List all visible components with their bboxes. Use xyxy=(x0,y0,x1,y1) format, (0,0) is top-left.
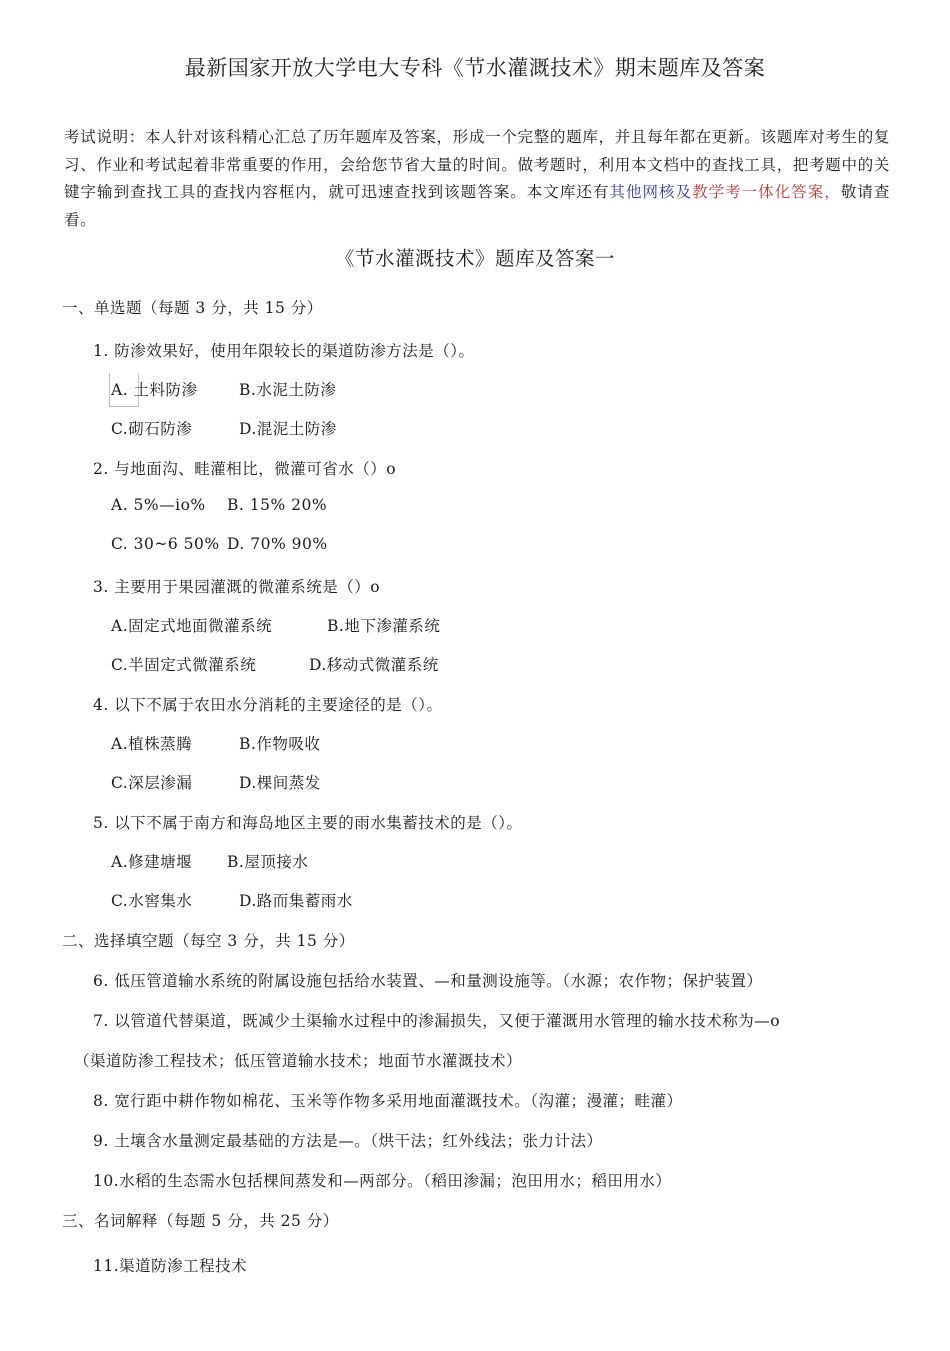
instructions-text: 考试说明：本人针对该科精心汇总了历年题库及答案，形成一个完整的题库，并且每年都在更新。该题库对考生的复习、作业和考试起着非常重要的作用，会给您节省大量的时间。做考题时，利用本文档中的查找工具，把考题中的关键字输到查找工具的查找内容框内，就可迅速查找到该题答案。本文库还有 xyxy=(64,128,890,201)
option-c: C. 30~6 50% xyxy=(111,535,220,553)
question-4: 4. 以下不属于农田水分消耗的主要途径的是（）。 xyxy=(93,696,443,714)
option-a: A.植株蒸腾 xyxy=(111,735,193,753)
teaching-answers-link[interactable]: 教学考一体化答案， xyxy=(692,183,841,201)
option-c: C.砌石防渗 xyxy=(111,420,193,438)
options-row xyxy=(111,653,439,675)
option-c: C.深层渗漏 xyxy=(111,774,193,792)
option-b: B.作物吸收 xyxy=(239,735,321,753)
option-d: D.棵间蒸发 xyxy=(239,774,321,792)
section-heading-single-choice: 一、单选题（每题 3 分，共 15 分） xyxy=(62,299,323,317)
question-11: 11.渠道防渗工程技术 xyxy=(93,1257,248,1275)
question-2: 2. 与地面沟、畦灌相比，微灌可省水（）o xyxy=(93,460,397,478)
option-b: B.水泥土防渗 xyxy=(239,381,337,399)
exam-instructions xyxy=(64,124,890,234)
document-title: 最新国家开放大学电大专科《节水灌溉技术》期末题库及答案 xyxy=(184,56,766,80)
option-d: D. 70% 90% xyxy=(227,535,328,553)
options-row xyxy=(111,417,337,439)
options-row xyxy=(111,614,440,636)
section-title: 《节水灌溉技术》题库及答案一 xyxy=(334,247,615,270)
section-heading-fill-in: 二、选择填空题（每空 3 分，共 15 分） xyxy=(62,932,355,950)
option-a: A. 土料防渗 xyxy=(111,381,198,399)
option-a: A.修建塘堰 xyxy=(111,853,193,871)
options-row xyxy=(111,496,327,514)
option-b: B. 15% 20% xyxy=(227,496,328,514)
option-d: D.路而集蓄雨水 xyxy=(239,892,353,910)
option-c: C.半固定式微灌系统 xyxy=(111,656,257,674)
option-d: D.混泥土防渗 xyxy=(239,420,337,438)
options-row xyxy=(111,535,328,553)
question-10: 10.水稻的生态需水包括棵间蒸发和—两部分。（稻田渗漏；泡田用水；稻田用水） xyxy=(93,1172,672,1190)
option-b: B.屋顶接水 xyxy=(227,853,309,871)
question-3: 3. 主要用于果园灌溉的微灌系统是（）o xyxy=(93,578,381,596)
question-7: 7. 以管道代替渠道，既减少土渠输水过程中的渗漏损失，又便于灌溉用水管理的输水技术称为—o xyxy=(93,1012,781,1030)
option-a: A.固定式地面微灌系统 xyxy=(111,617,273,635)
option-b: B.地下渗灌系统 xyxy=(327,617,441,635)
section-heading-definitions: 三、名词解释（每题 5 分，共 25 分） xyxy=(62,1212,339,1230)
question-8: 8. 宽行距中耕作物如棉花、玉米等作物多采用地面灌溉技术。（沟灌；漫灌；畦灌） xyxy=(93,1092,683,1110)
instructions-end: 敬请查看。 xyxy=(64,183,890,229)
options-row xyxy=(111,732,320,754)
option-c: C.水窖集水 xyxy=(111,892,193,910)
options-row xyxy=(111,771,321,793)
other-resources-link[interactable]: 其他网核及 xyxy=(609,183,693,201)
options-row xyxy=(111,850,308,872)
options-row xyxy=(111,889,353,911)
question-9: 9. 土壤含水量测定最基础的方法是—。（烘干法；红外线法；张力计法） xyxy=(93,1132,603,1150)
question-7-choices: （渠道防渗工程技术；低压管道输水技术；地面节水灌溉技术） xyxy=(74,1052,523,1070)
question-1: 1. 防渗效果好，使用年限较长的渠道防渗方法是（）。 xyxy=(93,342,475,360)
options-row xyxy=(111,378,336,400)
option-a: A. 5%—io% xyxy=(111,496,206,514)
question-6: 6. 低压管道输水系统的附属设施包括给水装置、—和量测设施等。（水源；农作物；保护装置） xyxy=(93,972,763,990)
option-d: D.移动式微灌系统 xyxy=(309,656,439,674)
question-5: 5. 以下不属于南方和海岛地区主要的雨水集蓄技术的是（）。 xyxy=(93,814,523,832)
